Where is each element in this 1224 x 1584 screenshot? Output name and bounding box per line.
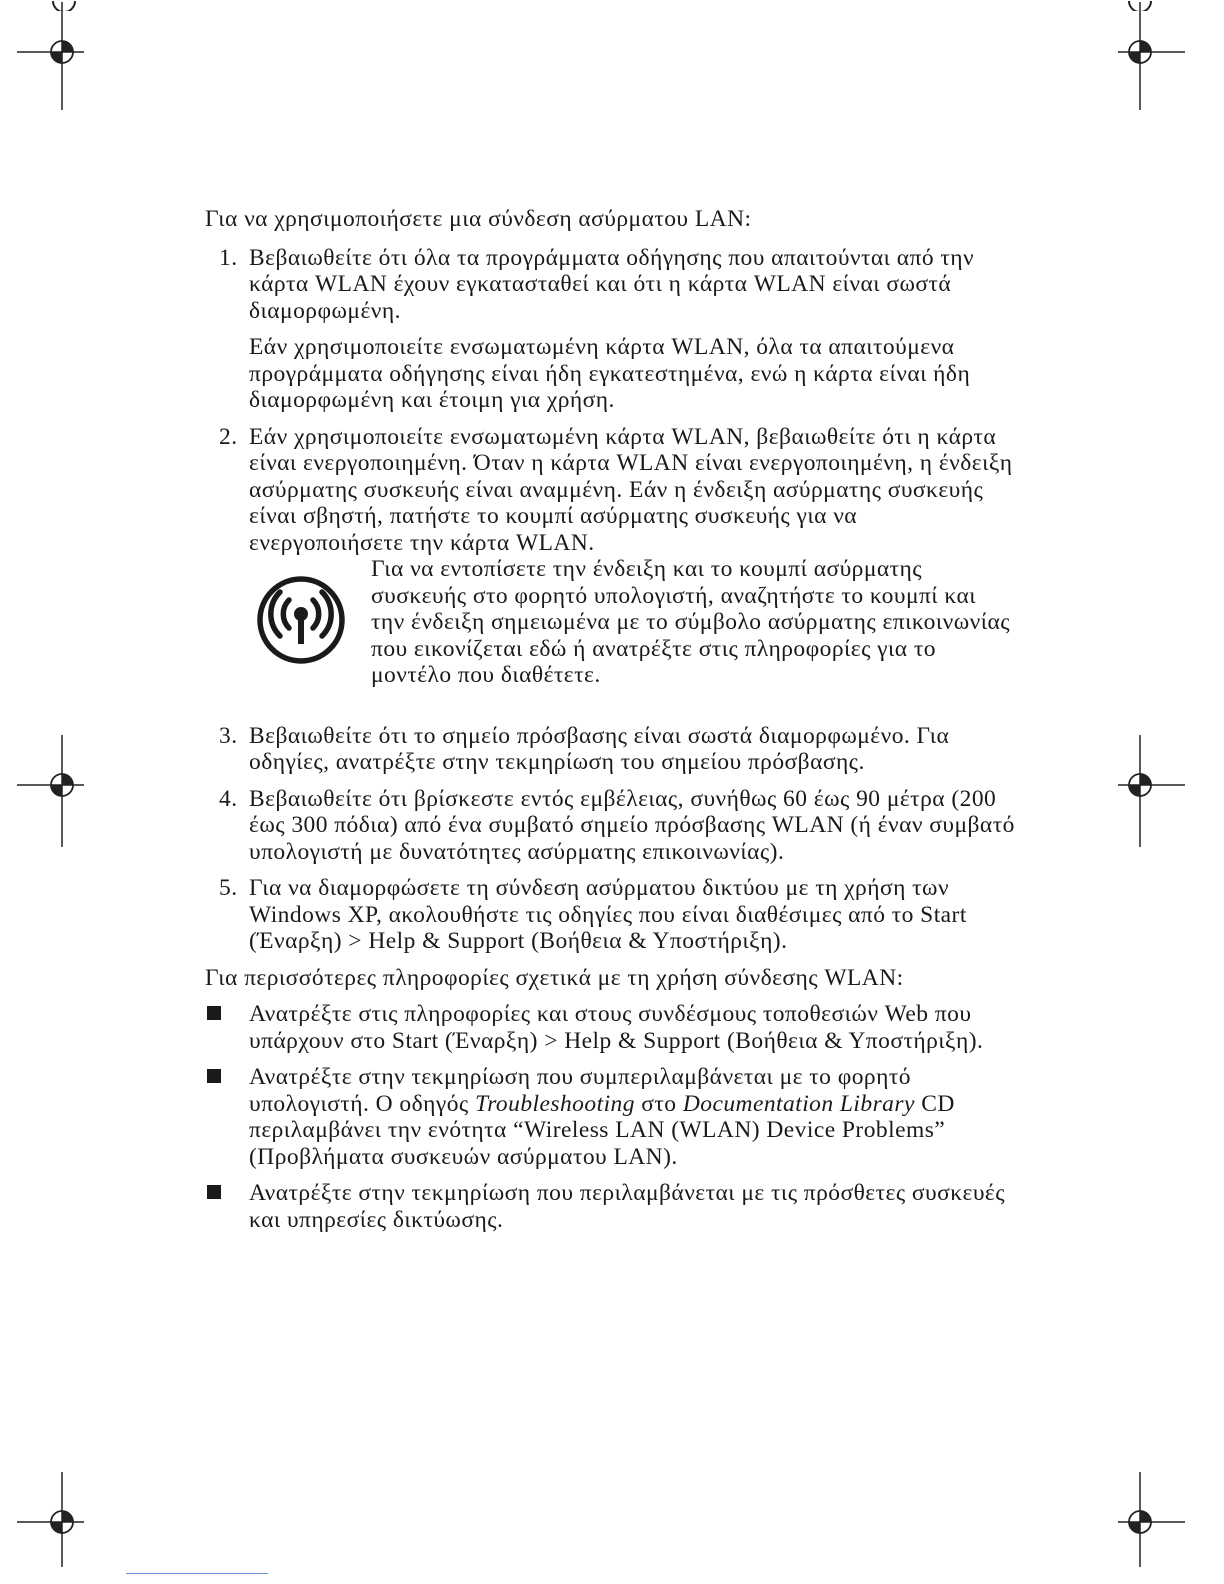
library-title: Documentation Library bbox=[682, 1090, 915, 1117]
list-item bbox=[205, 1180, 1015, 1233]
wireless-note bbox=[253, 556, 1015, 689]
document-body bbox=[205, 206, 1015, 1243]
registration-mark-icon bbox=[12, 735, 112, 835]
list-item bbox=[205, 1001, 1015, 1054]
step-number: 3. bbox=[219, 722, 238, 749]
wireless-icon bbox=[253, 572, 349, 668]
step-text: Βεβαιωθείτε ότι το σημείο πρόσβασης είναι σωστά διαμορφωμένο. Για οδηγίες, ανατρέξτε στην τεκμηρίωση του σημείου πρόσβασης. bbox=[249, 722, 950, 775]
step-number: 1. bbox=[219, 244, 238, 271]
registration-mark-icon bbox=[12, 2, 112, 102]
step-text: Εάν χρησιμοποιείτε ενσωματωμένη κάρτα WLAN, βεβαιωθείτε ότι η κάρτα είναι ενεργοποιημένη. Όταν η κάρτα WLAN είναι ενεργοποιημένη, η ένδειξη ασύρματης συσκευής είναι αναμμένη. Εάν η ένδειξη ασύρματης συσκευής είναι σβηστή, πατήστε το κουμπί ασύρματης συσκευής για να ενεργοποιήσετε την κάρτα WLAN. bbox=[249, 423, 1013, 556]
bullet-text-part: CD περιλαμβάνει την ενότητα “Wireless LAN (WLAN) Device Problems” (Προβλήματα συσκευών ασύρματου LAN). bbox=[249, 1090, 955, 1170]
registration-mark-icon bbox=[1090, 1472, 1190, 1572]
bullet-text: Ανατρέξτε στις πληροφορίες και στους συνδέσμους τοποθεσιών Web που υπάρχουν στο Start (Έναρξη) > Help & Support (Βοήθεια & Υποστήριξη). bbox=[249, 1001, 984, 1054]
step-subparagraph: Εάν χρησιμοποιείτε ενσωματωμένη κάρτα WLAN, όλα τα απαιτούμενα προγράμματα οδήγησης είναι ήδη εγκατεστημένα, ενώ η κάρτα είναι ήδη διαμορφωμένη και έτοιμη για χρήση. bbox=[249, 334, 971, 413]
bullet-text bbox=[249, 1064, 1015, 1170]
square-bullet-icon bbox=[207, 1069, 221, 1083]
square-bullet-icon bbox=[207, 1185, 221, 1199]
bullet-text-part: Ανατρέξτε στην τεκμηρίωση που συμπεριλαμβάνεται με το φορητό υπολογιστή. Ο οδηγός bbox=[249, 1064, 911, 1117]
list-item bbox=[205, 875, 1015, 955]
list-item bbox=[205, 786, 1015, 866]
list-item bbox=[205, 723, 1015, 776]
footer-rule bbox=[126, 1573, 268, 1574]
registration-mark-icon bbox=[12, 1472, 112, 1572]
list-item bbox=[205, 1064, 1015, 1170]
step-text: Για να διαμορφώσετε τη σύνδεση ασύρματου δικτύου με τη χρήση των Windows XP, ακολουθήστε τις οδηγίες που είναι διαθέσιμες από το Start (Έναρξη) > Help & Support (Βοήθεια & Υποστήριξη). bbox=[249, 875, 967, 954]
step-text: Βεβαιωθείτε ότι βρίσκεστε εντός εμβέλειας, συνήθως 60 έως 90 μέτρα (200 έως 300 πόδια) από ένα συμβατό σημείο πρόσβασης WLAN (ή έναν συμβατό υπολογιστή με δυνατότητες ασύρματης επικοινωνίας). bbox=[249, 785, 1015, 865]
intro-paragraph: Για να χρησιμοποιήσετε μια σύνδεση ασύρματου LAN: bbox=[205, 206, 752, 232]
step-number: 5. bbox=[219, 875, 238, 901]
square-bullet-icon bbox=[207, 1006, 221, 1020]
step-text: Βεβαιωθείτε ότι όλα τα προγράμματα οδήγησης που απαιτούνται από την κάρτα WLAN έχουν εγκατασταθεί και ότι η κάρτα WLAN είναι σωστά διαμορφωμένη. bbox=[249, 244, 975, 324]
more-info-paragraph: Για περισσότερες πληροφορίες σχετικά με τη χρήση σύνδεσης WLAN: bbox=[205, 964, 904, 991]
list-item bbox=[205, 245, 1015, 414]
registration-mark-icon bbox=[1090, 735, 1190, 835]
steps-list bbox=[205, 245, 1015, 955]
guide-title: Troubleshooting bbox=[474, 1090, 635, 1117]
step-number: 2. bbox=[219, 423, 238, 450]
bullet-text: Ανατρέξτε στην τεκμηρίωση που περιλαμβάνεται με τις πρόσθετες συσκευές και υπηρεσίες δικτύωσης. bbox=[249, 1180, 1005, 1233]
note-text: Για να εντοπίσετε την ένδειξη και το κουμπί ασύρματης συσκευής στο φορητό υπολογιστή, αναζητήστε το κουμπί και την ένδειξη σημειωμένα με το σύμβολο ασύρματης επικοινωνίας που εικονίζεται εδώ ή ανατρέξτε στις πληροφορίες για το μοντέλο που διαθέτετε. bbox=[371, 556, 1010, 688]
step-number: 4. bbox=[219, 785, 238, 812]
registration-mark-icon bbox=[1090, 2, 1190, 102]
bullets-list bbox=[205, 1001, 1015, 1233]
list-item bbox=[205, 424, 1015, 689]
bullet-text-part: στο bbox=[634, 1090, 683, 1117]
